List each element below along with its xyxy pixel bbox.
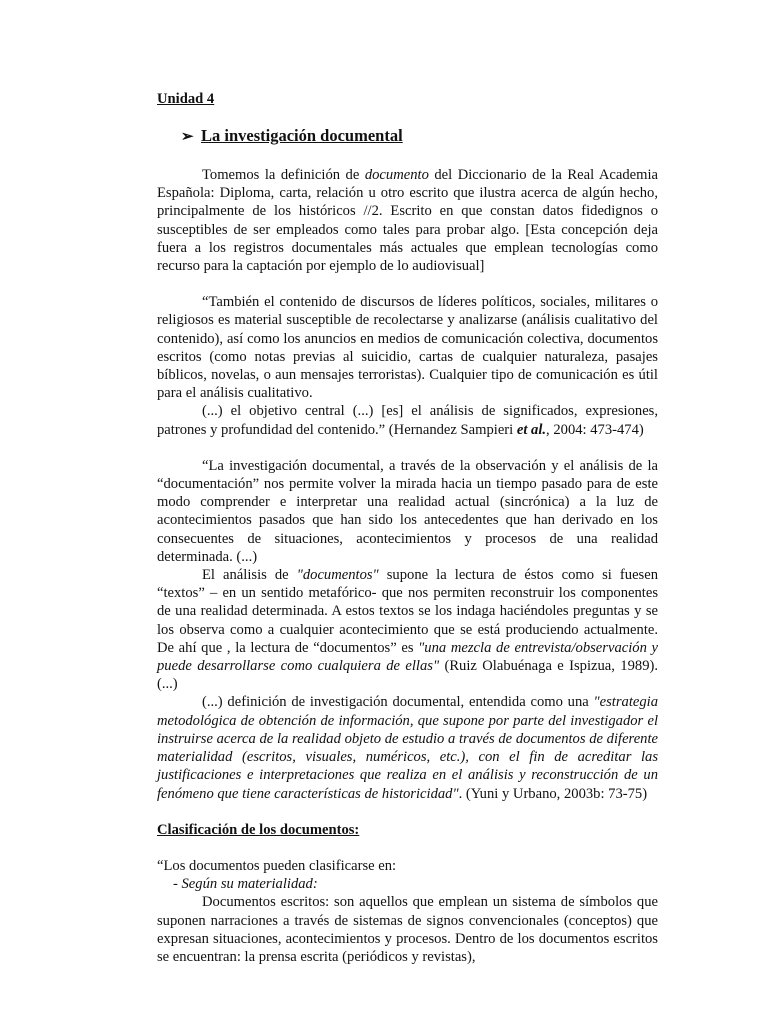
classification-bullet: - Según su materialidad: — [173, 876, 318, 893]
quote1-paragraph2: (...) el objetivo central (...) [es] el análisis de significados, expresiones, patrones y profundidad del contenido.” (Hernandez Sampieri et al., 2004: 473-474) — [157, 403, 658, 438]
arrow-bullet-icon: ➢ — [181, 129, 194, 145]
quote2-paragraph1: “La investigación documental, a través de la observación y el análisis de la “documentación” nos permite volver la mirada hacia un tiempo pasado para de este modo comprender e interpretar una realidad actual (sincrónica) a la luz de acontecimientos pasados que han sido los antecedentes que han derivado en los consecuentes de situaciones, acontecimientos y procesos de una realidad determinada. (...) — [157, 457, 658, 565]
documento-term: documento — [364, 167, 429, 183]
et-al-text: et al. — [516, 421, 547, 438]
intro-paragraph: Tomemos la definición de documento del Diccionario de la Real Academia Española: Diploma, carta, relación u otro escrito que ilustra acerca de algún hecho, principalmente de los históricos //2. Escrito en que constan datos fidedignos o susceptibles de ser empleados como tales para probar algo. [Esta concepción deja fuera a los registros documentales más actuales que emplean tecnologías como recurso para la captación por ejemplo de lo audiovisual] — [157, 167, 658, 275]
classification-intro: “Los documentos pueden clasificarse en: — [157, 857, 397, 874]
classification-heading: Clasificación de los documentos: — [157, 821, 360, 838]
quote2-paragraph3: (...) definición de investigación documental, entendida como una "estrategia metodológica de obtención de información, que supone por parte del investigador el instruirse acerca de la realidad objeto de estudio a través de documentos de diferente materialidad (escritos, visuales, numéricos, etc.), con el fin de acreditar las justificaciones e interpretaciones que realiza en el análisis y reconstrucción de un fenómeno que tiene características de historicidad". (Yuni y Urbano, 2003b: 73-75) — [157, 694, 658, 802]
quote2-paragraph2: El análisis de "documentos" supone la lectura de éstos como si fuesen “textos” – en un sentido metafórico- que nos permiten reconstruir los componentes de una realidad determinada. A estos textos se los indaga haciéndoles preguntas y se los observa como a cualquier acontecimiento que se está produciendo actualmente. De ahí que , la lectura de “documentos” es "una mezcla de entrevista/observación y puede desarrollarse como cualquiera de ellas" (Ruiz Olabuénaga e Ispizua, 1989). (...) — [157, 567, 659, 693]
unit-label: Unidad 4 — [157, 91, 215, 107]
quote1-paragraph1: “También el contenido de discursos de líderes políticos, sociales, militares o religiosos es material susceptible de recolectarse y analizarse (análisis cualitativo del contenido), así como los anuncios en medios de comunicación colectiva, documentos escritos (como notas previas al suicidio, cartas de cualquier naturaleza, pasajes bíblicos, novelas, o aun mensajes terroristas). Cualquier tipo de comunicación es útil para el análisis cualitativo. — [157, 294, 658, 402]
classification-paragraph: Documentos escritos: son aquellos que emplean un sistema de símbolos que suponen narraciones a través de sistemas de signos convencionales (conceptos) que expresan situaciones, acontecimientos y procesos. Dentro de los documentos escritos se encuentran: la prensa escrita (periódicos y revistas), — [157, 894, 658, 965]
document-page — [157, 90, 658, 966]
section-heading — [181, 127, 658, 149]
section-title: La investigación documental — [201, 126, 403, 145]
